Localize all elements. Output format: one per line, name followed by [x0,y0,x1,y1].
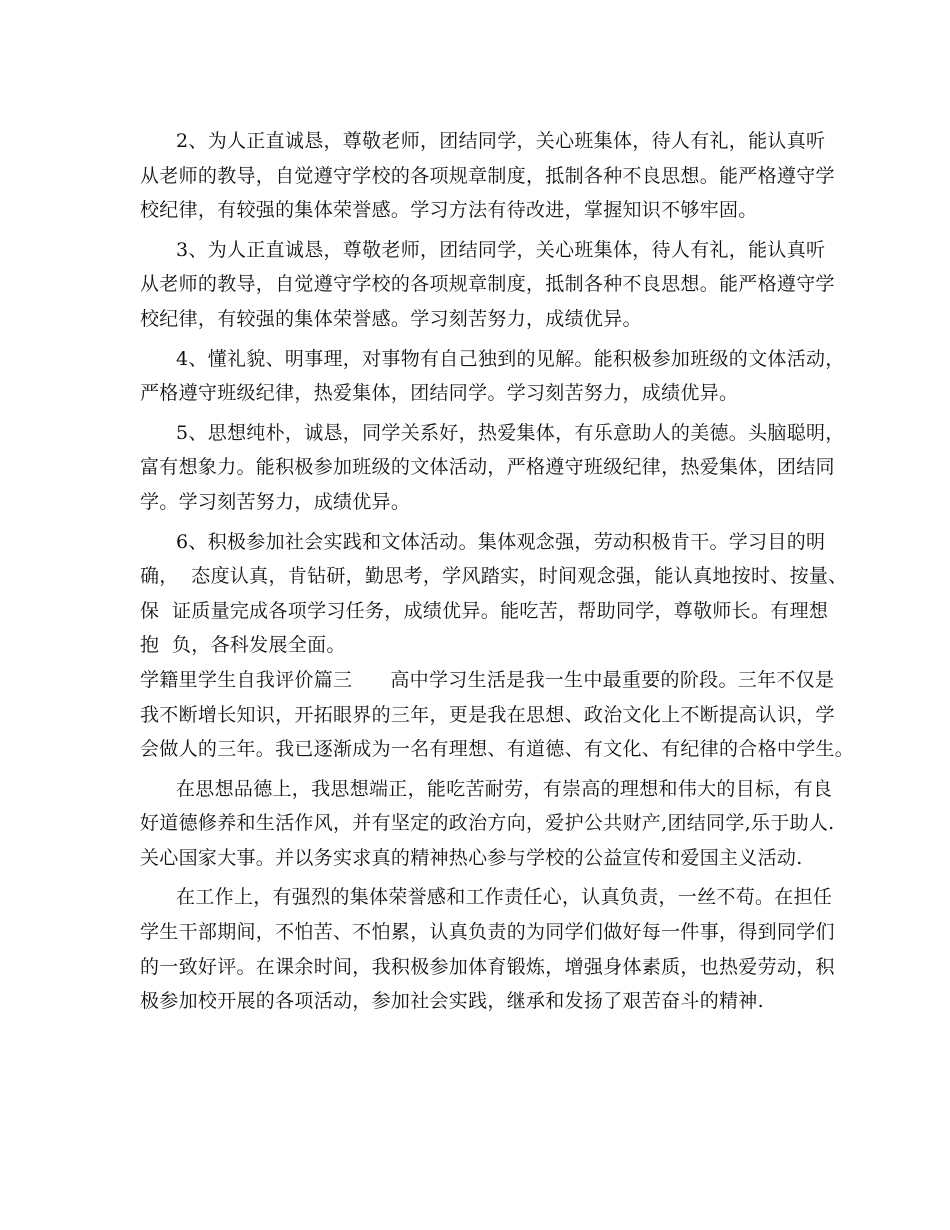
text-line: 富有想象力。能积极参加班级的文体活动，严格遵守班级纪律，热爱集体，团结同 [140,456,835,479]
text-line: 我不断增长知识，开拓眼界的三年，更是我在思想、政治文化上不断提高认识，学 [140,703,835,726]
text-line: 的一致好评。在课余时间，我积极参加体育锻炼，增强身体素质，也热爱劳动，积 [140,955,835,978]
text-line: 抱 负，各科发展全面。 [140,634,346,657]
text-line: 极参加校开展的各项活动，参加社会实践，继承和发扬了艰苦奋斗的精神. [140,990,764,1013]
text-line: 关心国家大事。并以务实求真的精神热心参与学校的公益宣传和爱国主义活动. [140,846,803,869]
text-line: 严格遵守班级纪律，热爱集体，团结同学。学习刻苦努力，成绩优异。 [140,382,739,405]
text-line: 从老师的教导，自觉遵守学校的各项规章制度，抵制各种不良思想。能严格遵守学 [140,273,835,296]
text-line: 4、懂礼貌、明事理，对事物有自己独到的见解。能积极参加班级的文体活动， [176,347,845,370]
text-line: 保 证质量完成各项学习任务，成绩优异。能吃苦，帮助同学，尊敬师长。有理想 [140,599,829,622]
text-line: 会做人的三年。我已逐渐成为一名有理想、有道德、有文化、有纪律的合格中学生。 [140,738,855,761]
text-line: 校纪律，有较强的集体荣誉感。学习刻苦努力，成绩优异。 [140,307,642,330]
text-line: 确， 态度认真，肯钻研，勤思考，学风踏实，时间观念强，能认真地按时、按量、 [140,565,848,588]
text-line: 学生干部期间，不怕苦、不怕累，认真负责的为同学们做好每一件事，得到同学们 [140,921,835,944]
text-line: 在工作上，有强烈的集体荣誉感和工作责任心，认真负责，一丝不苟。在担任 [176,886,833,909]
text-line: 在思想品德上，我思想端正，能吃苦耐劳，有崇高的理想和伟大的目标，有良 [176,777,833,800]
text-line: 好道德修养和生活作风，并有坚定的政治方向，爱护公共财产,团结同学,乐于助人. [140,812,835,835]
document-body [140,124,855,1019]
text-line: 学籍里学生自我评价篇三 高中学习生活是我一生中最重要的阶段。三年不仅是 [140,668,835,691]
text-line: 5、思想纯朴，诚恳，同学关系好，热爱集体，有乐意助人的美德。头脑聪明， [176,421,845,444]
text-line: 2、为人正直诚恳，尊敬老师，团结同学，关心班集体，待人有礼，能认真听 [176,130,826,152]
text-line: 学。学习刻苦努力，成绩优异。 [140,490,411,513]
text-line: 6、积极参加社会实践和文体活动。集体观念强，劳动积极肯干。学习目的明 [176,530,826,553]
text-line: 3、为人正直诚恳，尊敬老师，团结同学，关心班集体，待人有礼，能认真听 [176,238,826,261]
text-line: 从老师的教导，自觉遵守学校的各项规章制度，抵制各种不良思想。能严格遵守学 [140,164,835,187]
text-line: 校纪律，有较强的集体荣誉感。学习方法有待改进，掌握知识不够牢固。 [140,199,758,222]
